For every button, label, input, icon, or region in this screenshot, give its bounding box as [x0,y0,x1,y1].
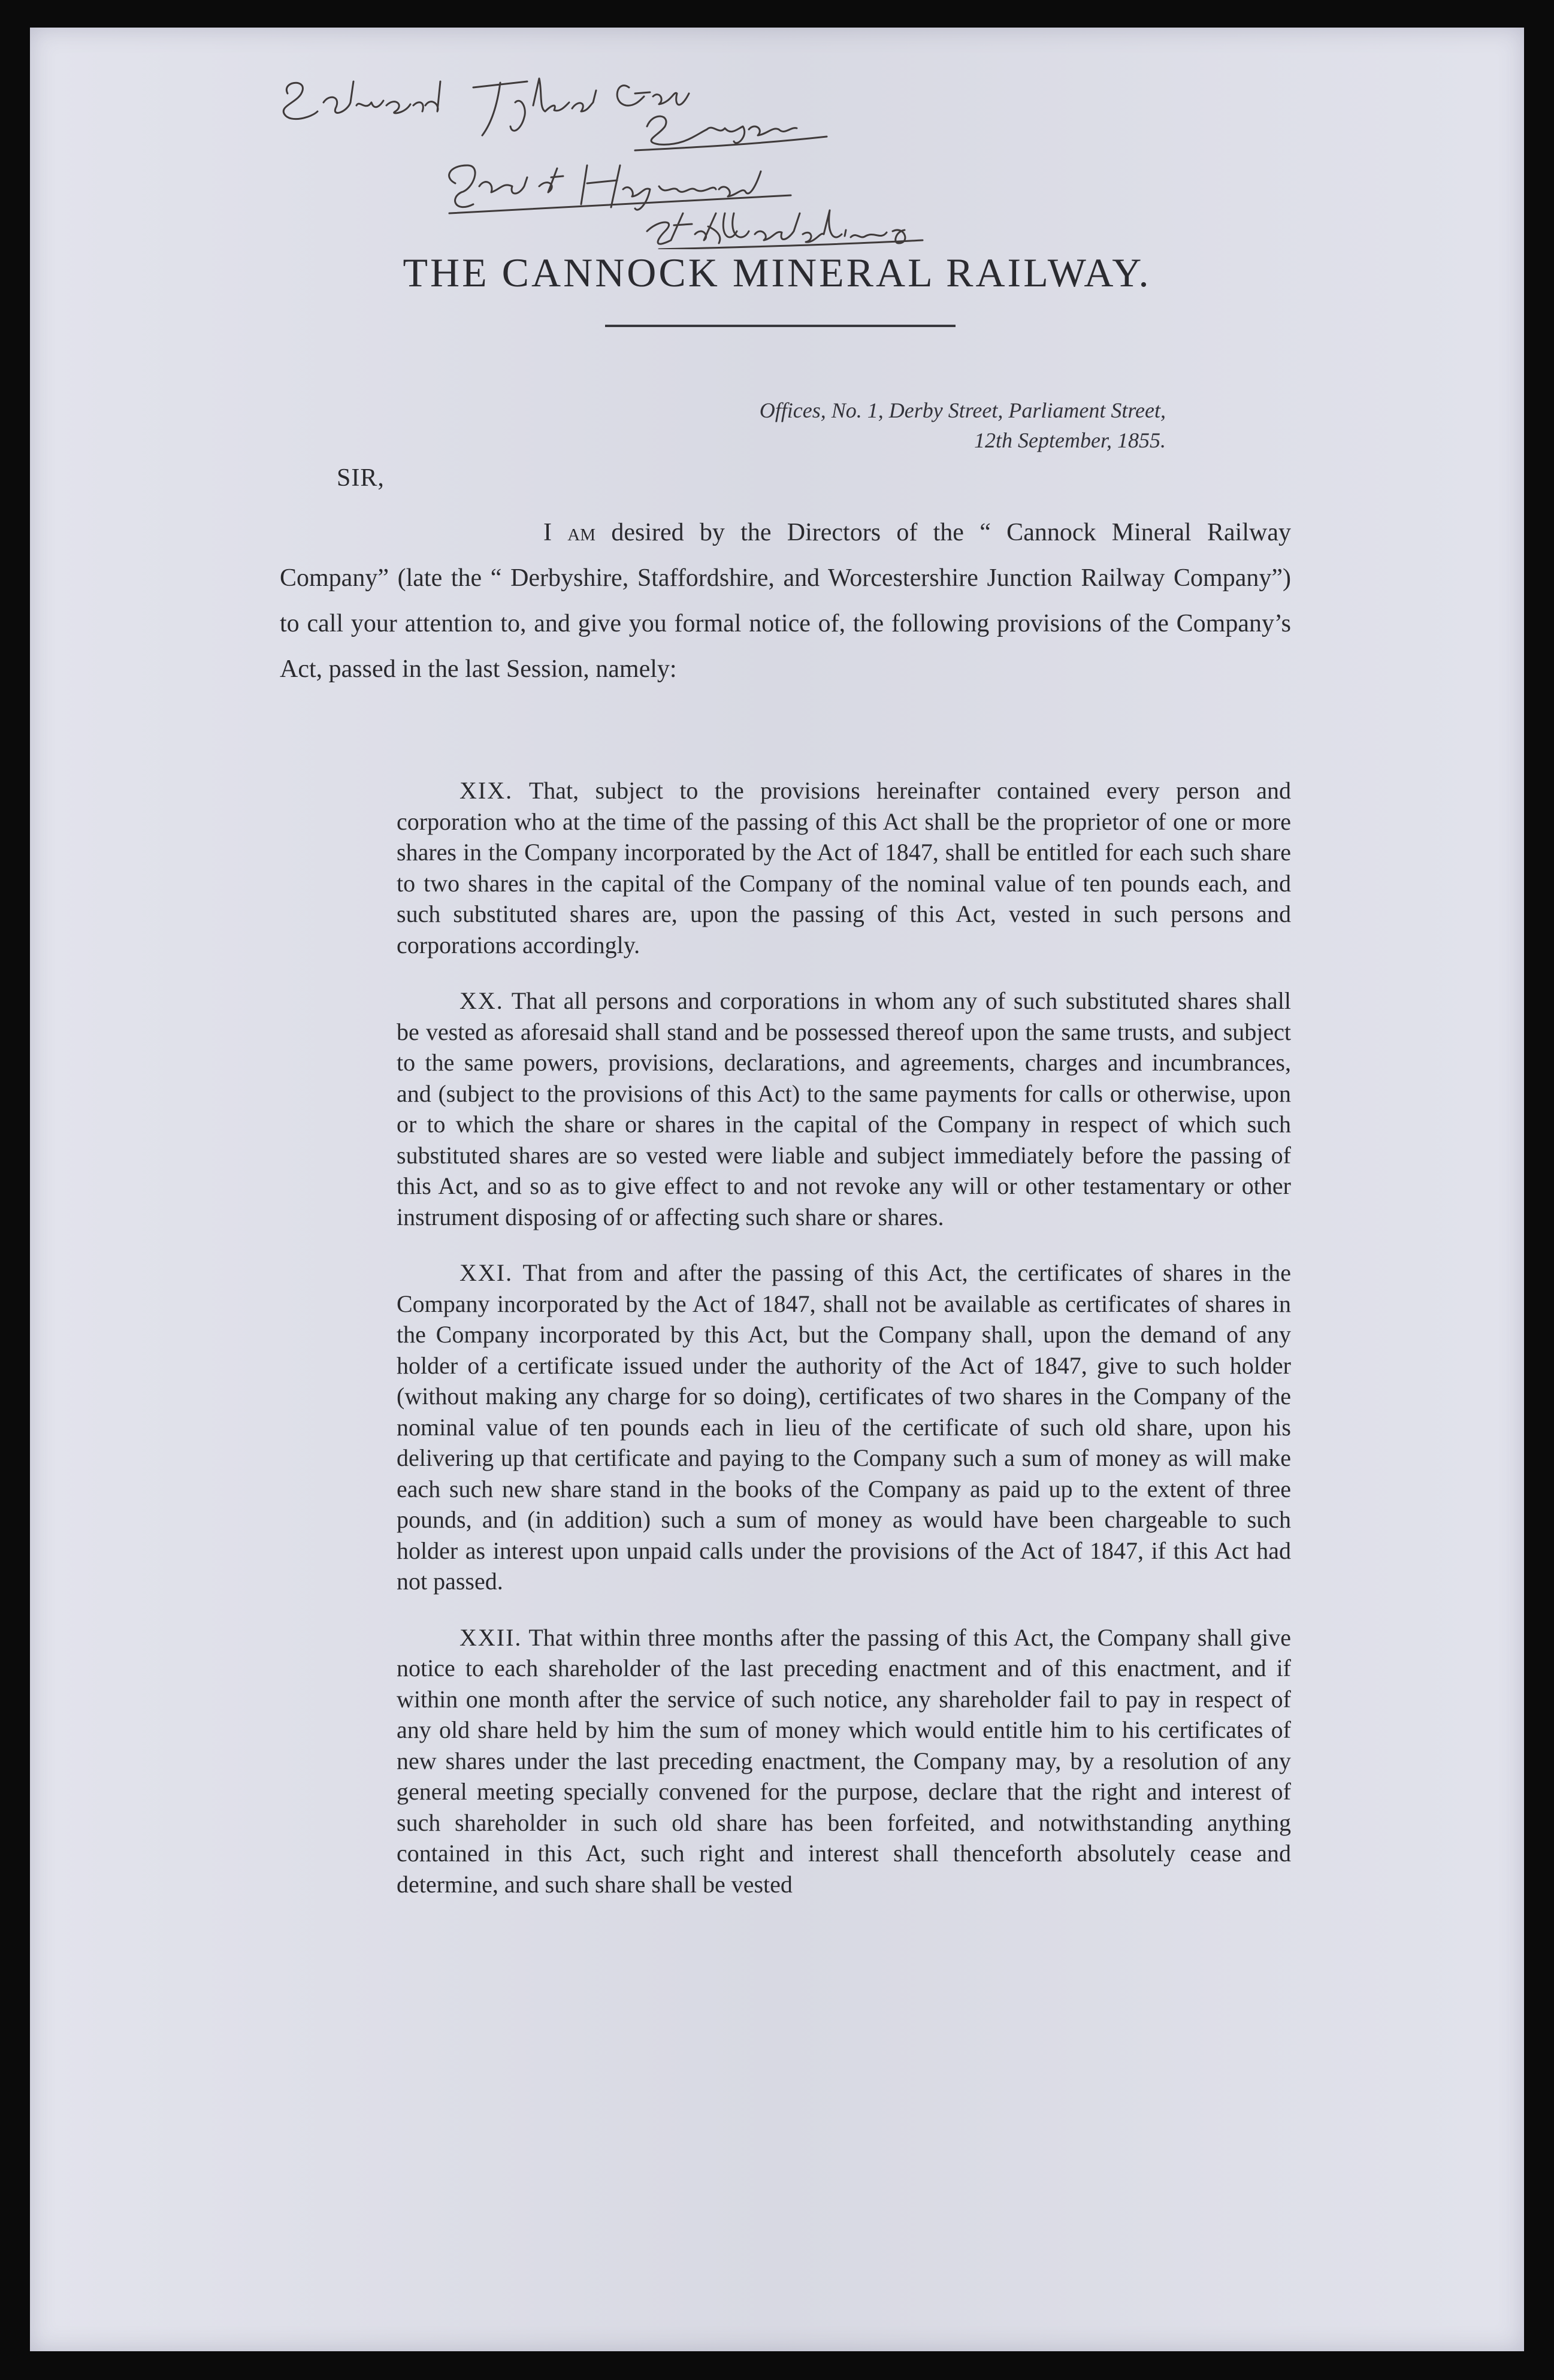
clause-number: XXI. [459,1259,513,1286]
handwritten-inscription [276,69,994,249]
clause-text: That within three months after the passing of this Act, the Company shall give notice to each shareholder of the last preceding enactment and of this enactment, and if within one month after the service of such notice, any shareholder fail to pay in respect of any old share held by him the sum of money which would entitle him to his certificates of new shares under the last preceding enactment, the Company may, by a resolution of any general meeting specially convened for the purpose, declare that the right and interest of such shareholder in such old share has been forfeited, and notwithstanding anything contained in this Act, such right and interest shall thenceforth absolutely cease and determine, and such share shall be vested [397,1623,1291,1898]
salutation: SIR, [337,464,385,492]
handwriting-signature [276,69,994,249]
clause-number: XIX. [459,777,513,804]
clause-text: That, subject to the provisions hereinafter contained every person and corporation who at the time of the passing of this Act shall be the proprietor of one or more shares in the Company incorporated by the Act of 1847, shall be entitled for each such share to two shares in the capital of the Company of the nominal value of ten pounds each, and such substituted shares are, upon the passing of this Act, vested in such persons and corporations accordingly. [397,777,1291,958]
clause-number: XXII. [459,1623,522,1651]
intro-lead: I am [543,519,596,546]
clause-xxii [397,1622,1291,1900]
intro-paragraph [280,510,1291,692]
document-page [30,28,1524,2351]
clause-text: That all persons and corporations in whom any of such substituted shares shall be vested as aforesaid shall stand and be possessed thereof upon the same trusts, and subject to the same powers, provisions, declarations, and agreements, charges and incumbrances, and (subject to the provisions of this Act) to the same payments for calls or otherwise, upon or to which the share or shares in the capital of the Company in respect of which such substituted shares are so vested were liable and subject immediately before the passing of this Act, and so as to give effect to and not revoke any will or other testamentary or other instrument disposing of or affecting such share or shares. [397,987,1292,1230]
office-address [760,395,1166,455]
clauses-section [397,775,1291,1925]
clause-xxi [397,1257,1291,1597]
clause-text: That from and after the passing of this Act, the certificates of shares in the Company incorporated by the Act of 1847, shall not be available as certificates of shares in the Company incorporated by this Act, but the Company shall, upon the demand of any holder of a certificate issued under the authority of the Act of 1847, give to such holder (without making any charge for so doing), certificates of two shares in the Company of the nominal value of ten pounds each in lieu of the certificate of such old share, upon his delivering up that certificate and paying to the Company such a sum of money as will make each such new share stand in the books of the Company as paid up to the extent of three pounds, and (in addition) such a sum of money as would have been chargeable to such holder as interest upon unpaid calls under the provisions of the Act of 1847, if this Act had not passed. [397,1259,1292,1595]
clause-xix [397,775,1291,960]
document-title: THE CANNOCK MINERAL RAILWAY. [403,250,1151,295]
clause-number: XX. [459,987,504,1014]
intro-text: desired by the Directors of the “ Cannock Mineral Railway Company” (late the “ Derbyshire, Staffordshire, and Worcestershire Junction Railway Company”) to call your attention to, and give you formal notice of, the following provisions of the Company’s Act, passed in the last Session, namely: [280,519,1291,683]
title-divider [605,325,956,327]
clause-xx [397,985,1291,1232]
address-date: 12th September, 1855. [974,428,1166,452]
address-line-1: Offices, No. 1, Derby Street, Parliament Street, [759,398,1166,422]
